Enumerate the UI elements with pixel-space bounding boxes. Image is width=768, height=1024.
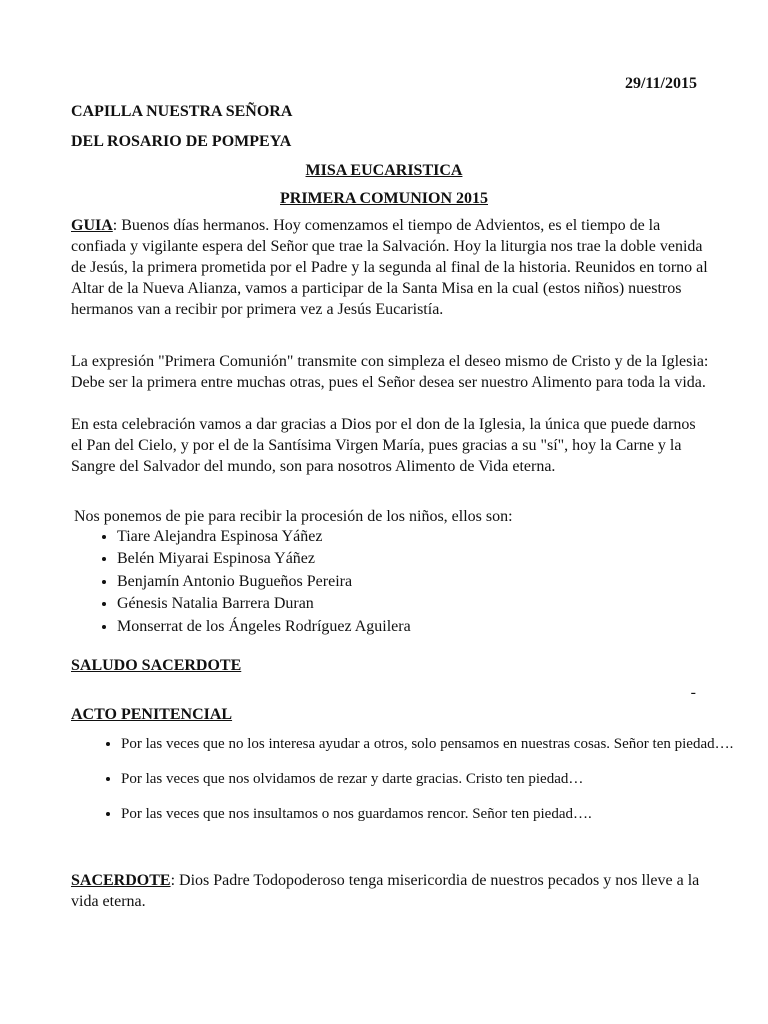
list-item: • Génesis Natalia Barrera Duran bbox=[117, 593, 411, 615]
chapel-name-line-2: DEL ROSARIO DE POMPEYA bbox=[71, 133, 292, 150]
priest-text: : Dios Padre Todopoderoso tenga misericordia de nuestros pecados y nos lleve a la vida eterna. bbox=[71, 872, 700, 910]
mass-title: MISA EUCARISTICA bbox=[305, 162, 463, 179]
list-item: • Por las veces que nos olvidamos de rezar y darte gracias. Cristo ten piedad… bbox=[121, 769, 741, 790]
celebration-paragraph: En esta celebración vamos a dar gracias a Dios por el don de la Iglesia, la única que puede darnos el Pan del Cielo, y por el de la Santísima Virgen María, pues gracias a su "sí", hoy la Carne y la Sangre del Salvador del mundo, son para nosotros Alimento de Vida eterna. bbox=[71, 416, 696, 475]
chapel-name-line-1: CAPILLA NUESTRA SEÑORA bbox=[71, 103, 293, 120]
list-item: • Monserrat de los Ángeles Rodríguez Aguilera bbox=[117, 616, 411, 638]
priest-label: SACERDOTE bbox=[71, 872, 171, 889]
list-item: • Belén Miyarai Espinosa Yáñez bbox=[117, 548, 411, 570]
procession-intro: Nos ponemos de pie para recibir la procesión de los niños, ellos son: bbox=[74, 508, 513, 525]
section-greeting-heading: SALUDO SACERDOTE bbox=[71, 657, 242, 674]
list-item: • Tiare Alejandra Espinosa Yáñez bbox=[117, 526, 411, 548]
guide-paragraph bbox=[71, 215, 711, 320]
guide-text: : Buenos días hermanos. Hoy comenzamos el tiempo de Advientos, es el tiempo de la confiada y vigilante espera del Señor que trae la Salvación. Hoy la liturgia nos trae la doble venida de Jesús, la primera prometida por el Padre y la segunda al final de la historia. Reunidos en torno al Altar de la Nueva Alianza, vamos a participar de la Santa Misa en la cual (estos niños) nuestros hermanos van a recibir por primera vez a Jesús Eucaristía. bbox=[71, 217, 708, 318]
list-item: • Por las veces que no los interesa ayudar a otros, solo pensamos en nuestras cosas. Señor ten piedad…. bbox=[121, 734, 741, 755]
list-item: • Por las veces que nos insultamos o nos guardamos rencor. Señor ten piedad…. bbox=[121, 804, 741, 825]
guide-label: GUIA bbox=[71, 217, 113, 234]
priest-paragraph bbox=[71, 870, 711, 912]
expression-paragraph: La expresión "Primera Comunión" transmite con simpleza el deseo mismo de Cristo y de la Iglesia: Debe ser la primera entre muchas otras, pues el Señor desea ser nuestro Alimento para toda la vida. bbox=[71, 353, 709, 391]
document-date: 29/11/2015 bbox=[624, 75, 697, 92]
penitential-list bbox=[71, 734, 741, 839]
section-penitential-heading: ACTO PENITENCIAL bbox=[71, 706, 233, 723]
children-list bbox=[71, 526, 411, 638]
mass-subtitle: PRIMERA COMUNION 2015 bbox=[280, 190, 488, 207]
dash-mark: - bbox=[690, 684, 696, 701]
list-item: • Benjamín Antonio Bugueños Pereira bbox=[117, 571, 411, 593]
